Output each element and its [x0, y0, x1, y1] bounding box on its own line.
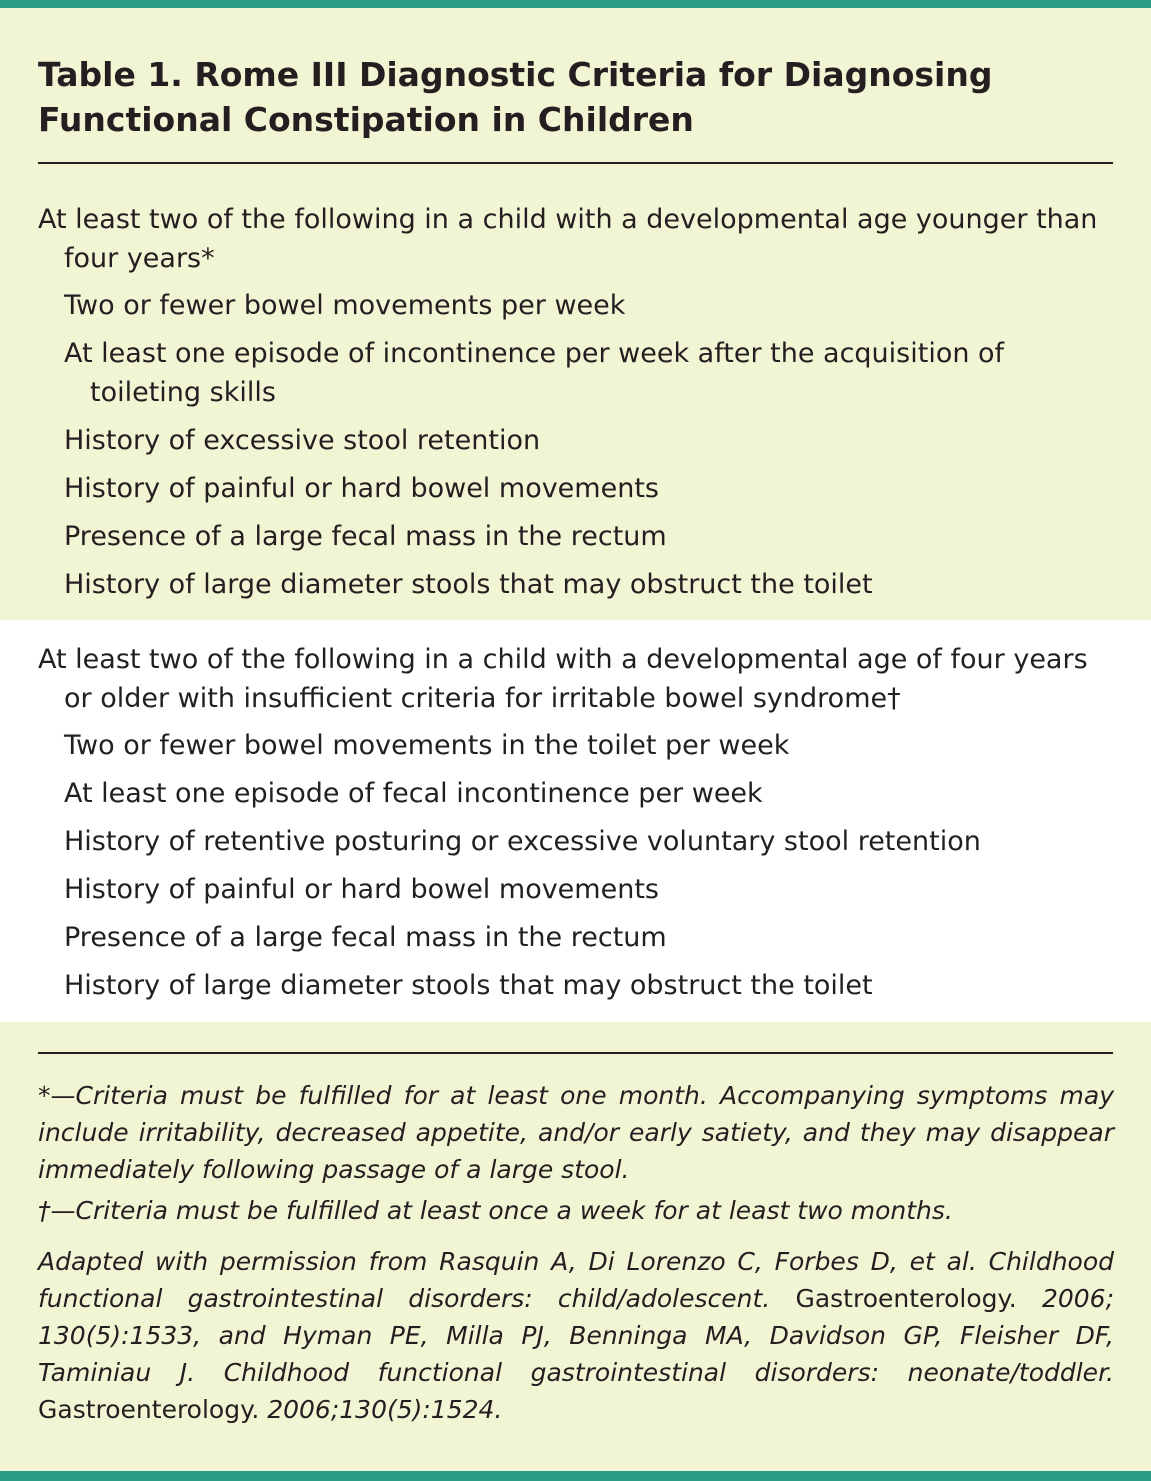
source-text-3: 2006;130(5):1524. — [259, 1395, 503, 1424]
journal-name-1: Gastroenterology. — [770, 1284, 1017, 1313]
title-line-1: Table 1. Rome III Diagnostic Criteria for Diagnosing — [38, 55, 993, 94]
footnote-divider — [38, 1052, 1113, 1054]
footnote-dagger: †—Criteria must be fulfilled at least once a week for at least two months. — [38, 1196, 953, 1225]
criteria-item: At least one episode of incontinence per week after the acquisition of toileting skills — [64, 338, 1005, 408]
journal-name-2: Gastroenterology. — [38, 1395, 260, 1424]
criteria-item: History of painful or hard bowel movements — [64, 874, 659, 905]
criteria-section-older — [0, 620, 1151, 1022]
footnote-asterisk: *—Criteria must be fulfilled for at least one month. Accompanying symptoms may include irritability, decreased appetite, and/or early satiety, and they may disappear immediately following passage of a large stool. — [38, 1081, 1114, 1184]
footnotes — [38, 1077, 1114, 1432]
criteria-item: At least one episode of fecal incontinence per week — [64, 778, 763, 809]
criteria-item: History of excessive stool retention — [64, 425, 541, 456]
criteria-item: History of retentive posturing or excessive voluntary stool retention — [64, 826, 981, 857]
criteria-list-older — [38, 640, 1118, 1014]
criteria-item: History of painful or hard bowel movements — [64, 473, 659, 504]
criteria-intro-younger: At least two of the following in a child with a developmental age younger than four years* — [38, 204, 1098, 274]
table-title — [38, 52, 1118, 142]
source-text-1: Adapted with permission from Rasquin A, Di Lorenzo C, Forbes D, et al. Childhood functional gastrointestinal disorders: child/adolescent. — [38, 1247, 1114, 1313]
top-accent-band — [0, 0, 1151, 8]
criteria-item: Presence of a large fecal mass in the rectum — [64, 922, 667, 953]
bottom-accent-band — [0, 1471, 1151, 1481]
criteria-item: Two or fewer bowel movements in the toilet per week — [64, 730, 790, 761]
criteria-item: Two or fewer bowel movements per week — [64, 290, 626, 321]
title-divider — [38, 162, 1113, 164]
criteria-item: History of large diameter stools that may obstruct the toilet — [64, 569, 873, 600]
criteria-section-younger — [0, 180, 1151, 620]
title-line-2: Functional Constipation in Children — [38, 100, 694, 139]
source-text-2: 2006; 130(5):1533, and Hyman PE, Milla PJ, Benninga MA, Davidson GP, Fleisher DF, Taminiau J. Childhood functional gastrointestinal disorders: neonate/toddler. — [38, 1284, 1115, 1387]
source-citation — [38, 1243, 1114, 1428]
criteria-intro-older: At least two of the following in a child with a developmental age of four years or older with insufficient criteria for irritable bowel syndrome† — [38, 644, 1088, 714]
criteria-item: History of large diameter stools that may obstruct the toilet — [64, 970, 873, 1001]
criteria-item: Presence of a large fecal mass in the rectum — [64, 521, 667, 552]
criteria-list-younger — [38, 200, 1118, 613]
